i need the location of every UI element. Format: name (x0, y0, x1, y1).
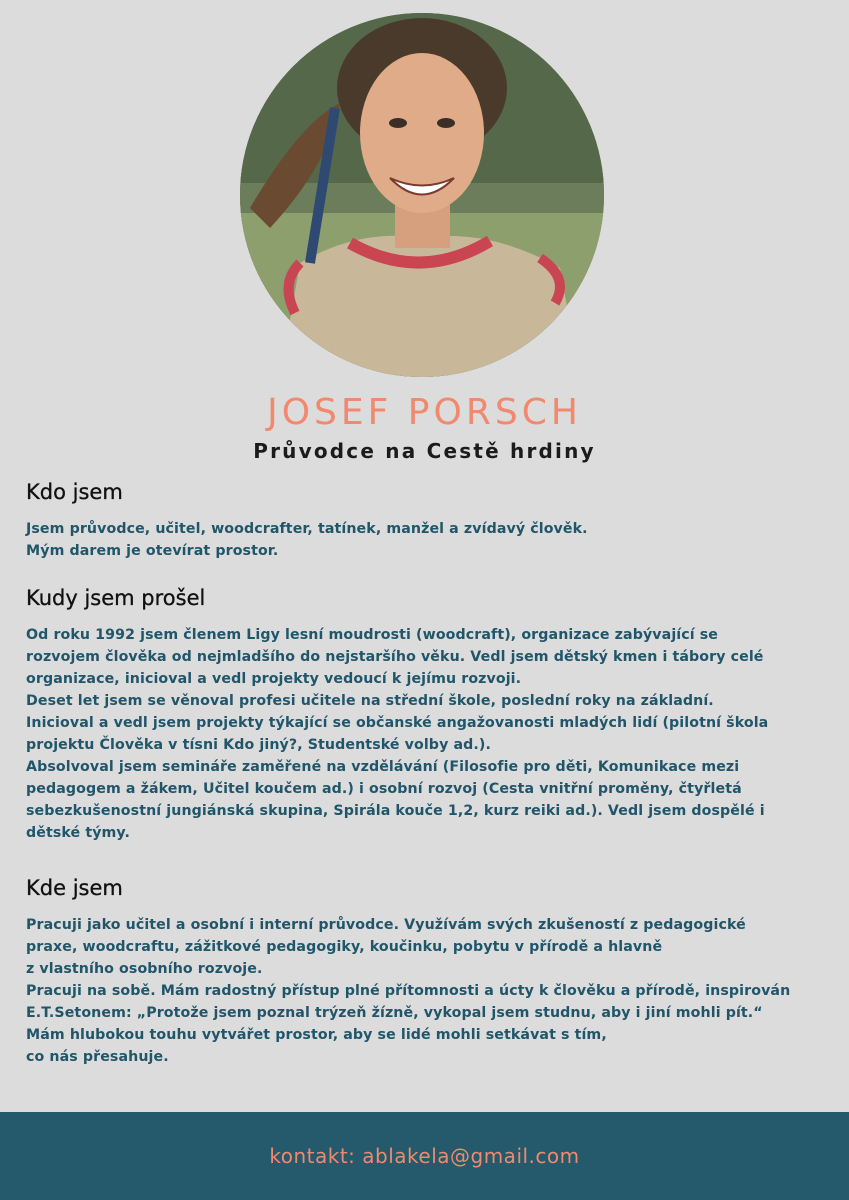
text-line: z vlastního osobního rozvoje. (26, 961, 263, 977)
section-body (26, 914, 826, 1068)
text-line: Pracuji na sobě. Mám radostný přístup plné přítomnosti a úcty k člověku a přírodě, inspirován (26, 983, 791, 999)
text-line: E.T.Setonem: „Protože jsem poznal trýzeň žízně, vykopal jsem studnu, aby i jiní mohli pít.“ (26, 1005, 763, 1021)
text-line: praxe, woodcraftu, zážitkové pedagogiky, koučinku, pobytu v přírodě a hlavně (26, 939, 663, 955)
text-line: Pracuji jako učitel a osobní i interní průvodce. Využívám svých zkušeností z pedagogické (26, 917, 746, 933)
section-kdo-jsem (26, 480, 826, 562)
text-line: pedagogem a žákem, Učitel koučem ad.) i osobní rozvoj (Cesta vnitřní proměny, čtyřletá (26, 781, 742, 797)
section-kde-jsem (26, 876, 826, 1068)
contact-email-link[interactable]: kontakt: ablakela@gmail.com (269, 1144, 580, 1168)
section-body (26, 624, 826, 844)
section-title: Kdo jsem (26, 480, 123, 504)
footer-bar (0, 1112, 849, 1200)
text-line: projektu Člověka v tísni Kdo jiný?, Studentské volby ad.). (26, 737, 491, 753)
profile-photo (240, 13, 604, 377)
text-line: Od roku 1992 jsem členem Ligy lesní moudrosti (woodcraft), organizace zabývající se (26, 627, 719, 643)
person-subtitle: Průvodce na Cestě hrdiny (253, 439, 596, 463)
section-body (26, 518, 826, 562)
text-line: Absolvoval jsem semináře zaměřené na vzdělávání (Filosofie pro děti, Komunikace mezi (26, 759, 740, 775)
person-name: JOSEF PORSCH (267, 392, 582, 433)
text-line: Inicioval a vedl jsem projekty týkající se občanské angažovanosti mladých lidí (pilotní škola (26, 715, 769, 731)
text-line: Deset let jsem se věnoval profesi učitele na střední škole, poslední roky na základní. (26, 693, 714, 709)
text-line: dětské týmy. (26, 825, 130, 841)
section-title: Kudy jsem prošel (26, 586, 206, 610)
text-line: organizace, inicioval a vedl projekty vedoucí k jejímu rozvoji. (26, 671, 522, 687)
text-line: Mým darem je otevírat prostor. (26, 543, 279, 559)
text-line: co nás přesahuje. (26, 1049, 169, 1065)
text-line: Jsem průvodce, učitel, woodcrafter, tatínek, manžel a zvídavý člověk. (26, 521, 588, 537)
text-line: rozvojem člověka od nejmladšího do nejstaršího věku. Vedl jsem dětský kmen i tábory celé (26, 649, 764, 665)
text-line: Mám hlubokou touhu vytvářet prostor, aby se lidé mohli setkávat s tím, (26, 1027, 607, 1043)
text-line: sebezkušenostní jungiánská skupina, Spirála kouče 1,2, kurz reiki ad.). Vedl jsem dospělé i (26, 803, 765, 819)
section-kudy-jsem-prosel (26, 586, 826, 844)
section-title: Kde jsem (26, 876, 123, 900)
